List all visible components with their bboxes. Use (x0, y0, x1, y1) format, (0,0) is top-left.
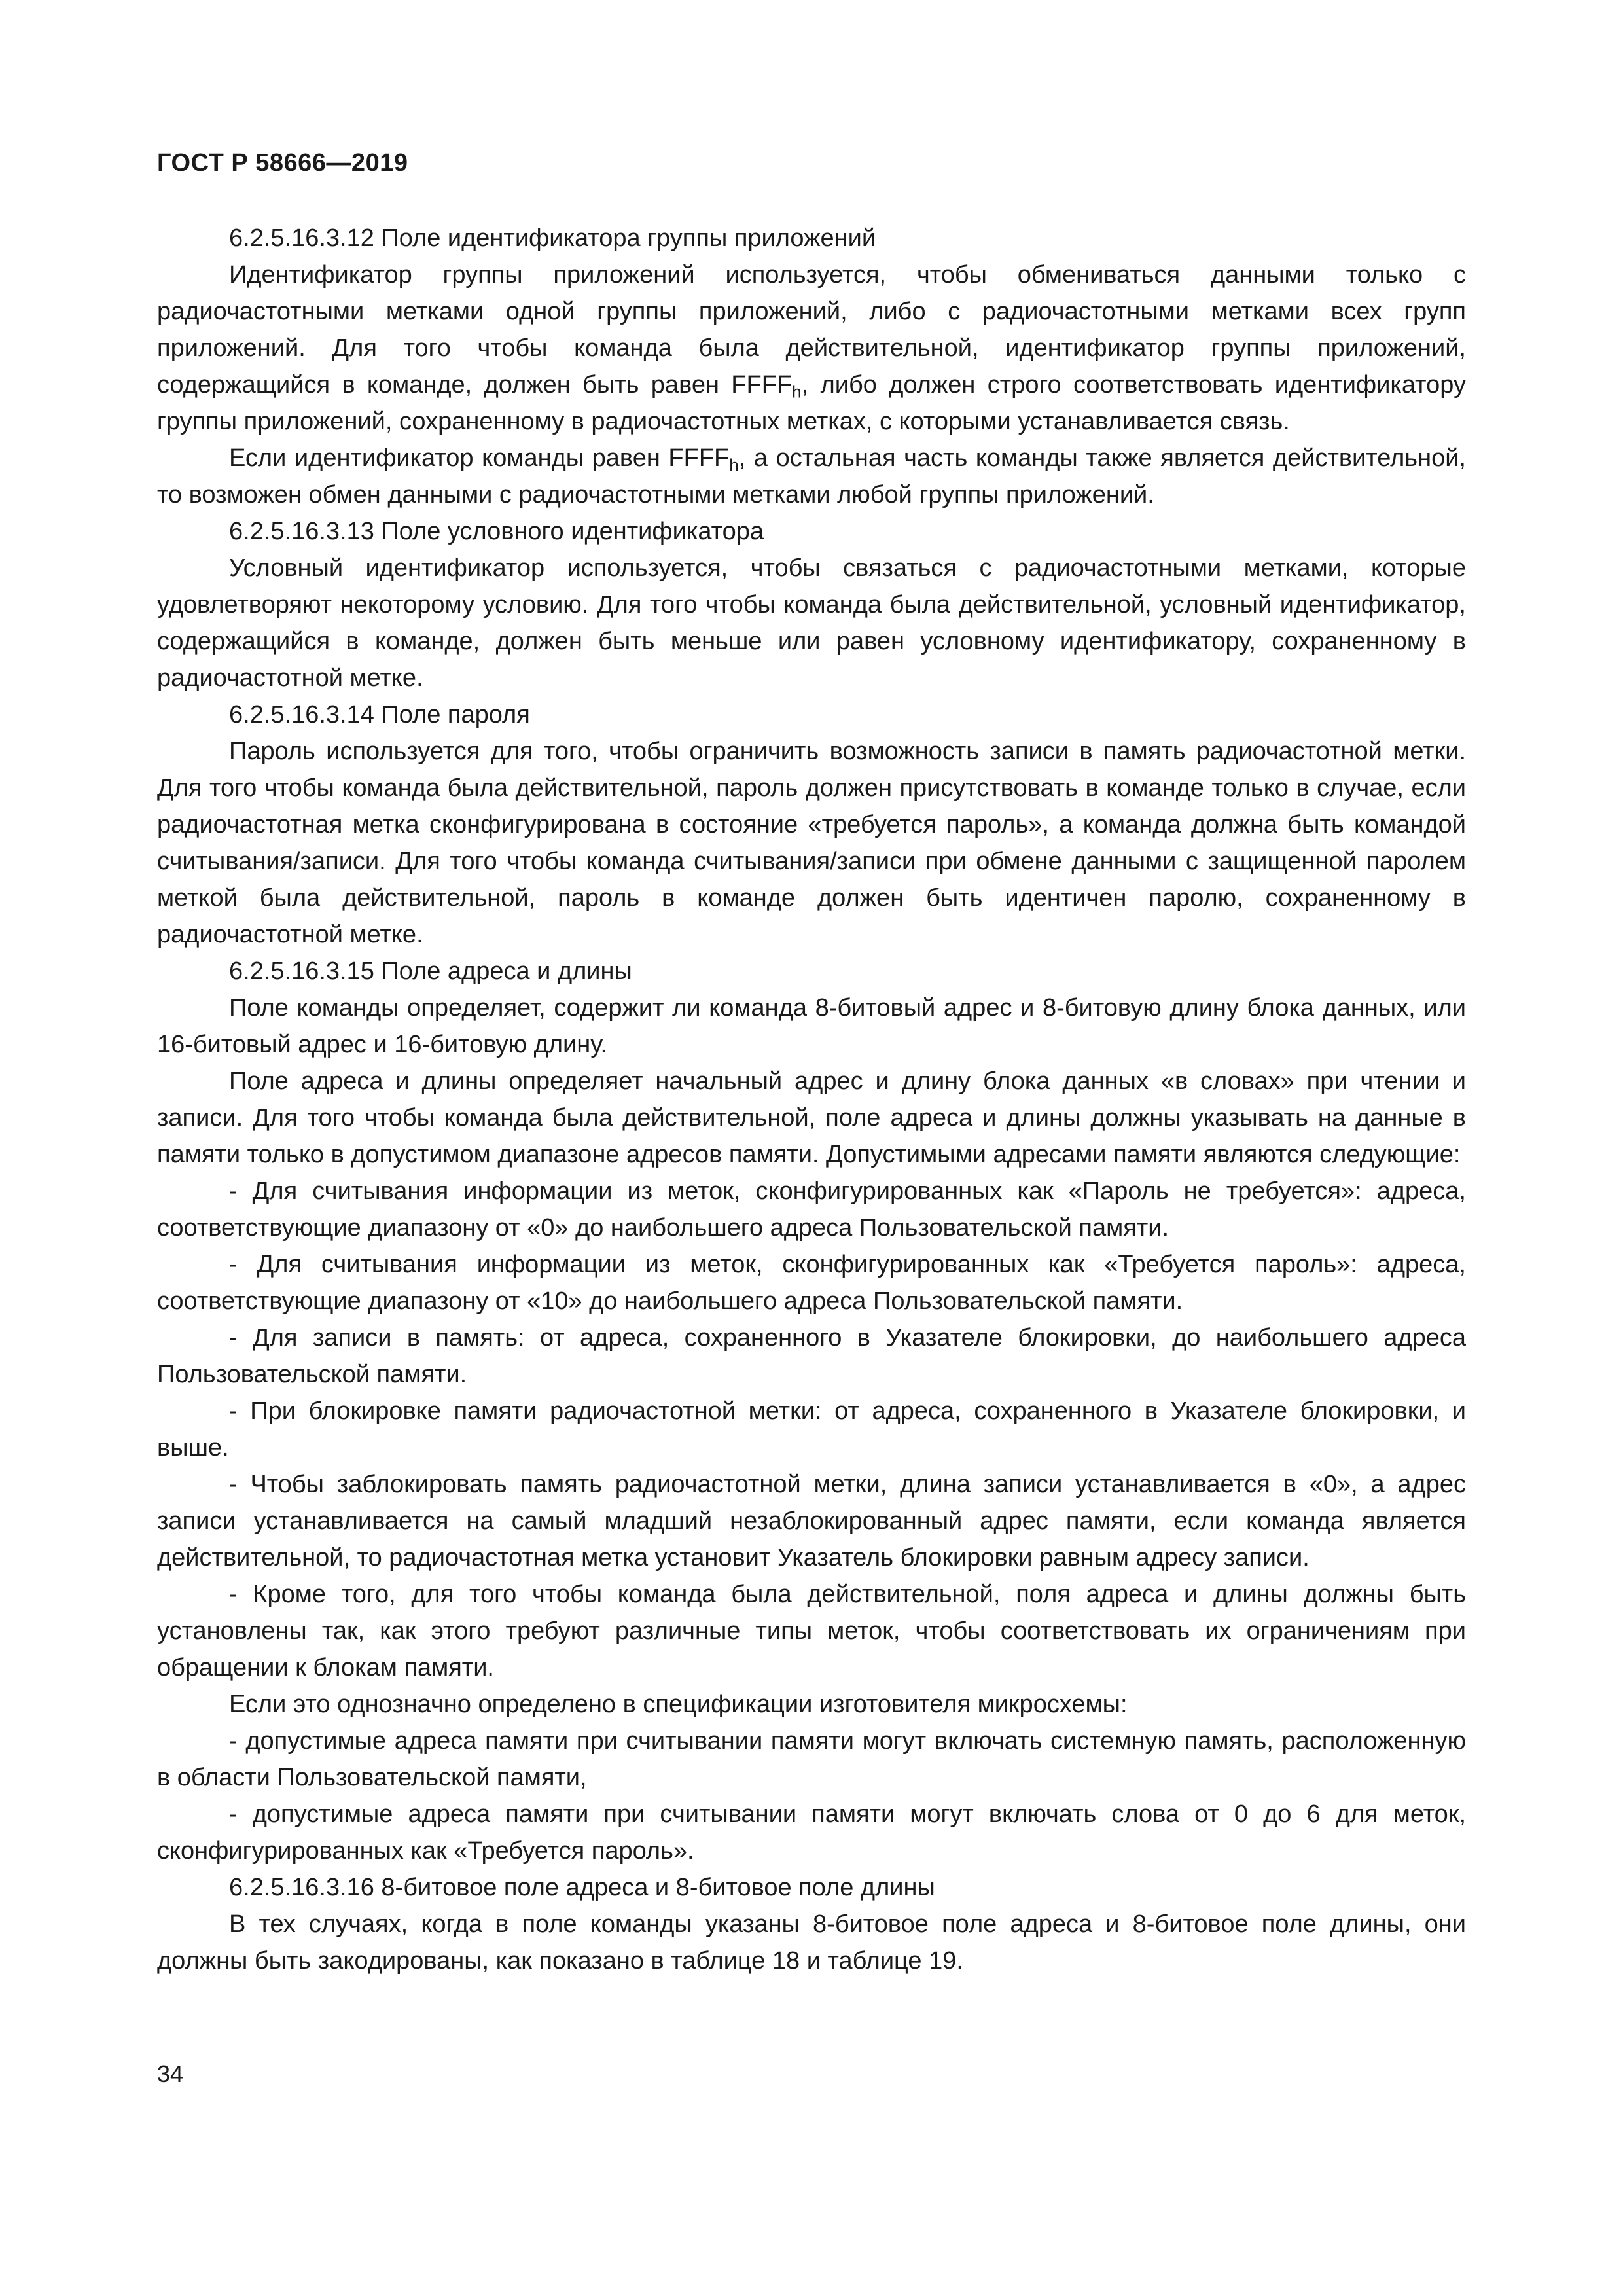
list-item: - Кроме того, для того чтобы команда была действительной, поля адреса и длины должны быть установлены так, как этого требуют различные типы меток, чтобы соответствовать их ограничениям при обращении к блокам памяти. (157, 1581, 1466, 1681)
paragraph: В тех случаях, когда в поле команды указаны 8-битовое поле адреса и 8-битовое поле длины, они должны быть закодированы, как показано в таблице 18 и таблице 19. (157, 1910, 1466, 1975)
list-item: - Для считывания информации из меток, сконфигурированных как «Пароль не требуется»: адреса, соответствующие диапазону от «0» до наибольшего адреса Пользовательской памяти. (157, 1177, 1466, 1242)
section-heading-16: 6.2.5.16.3.16 8-битовое поле адреса и 8-битовое поле длины (229, 1874, 935, 1901)
list-item: - При блокировке памяти радиочастотной метки: от адреса, сохраненного в Указателе блокировки, и выше. (157, 1397, 1466, 1462)
section-heading-15: 6.2.5.16.3.15 Поле адреса и длины (229, 958, 632, 985)
paragraph: Идентификатор группы приложений используется, чтобы обмениваться данными только с радиочастотными метками одной группы приложений, либо с радиочастотными метками всех групп приложений. Для того чтобы команда была действительной, идентификатор группы приложений, содержащийся в команде, должен быть равен $FFFF_h$, либо должен строго соответствовать идентификатору группы приложений, сохраненному в радиочастотных метках, с которыми устанавливается связь. (157, 261, 1466, 435)
paragraph: Поле команды определяет, содержит ли команда 8-битовый адрес и 8-битовую длину блока данных, или 16-битовый адрес и 16-битовую длину. (157, 994, 1466, 1058)
section-heading-14: 6.2.5.16.3.14 Поле пароля (229, 701, 530, 728)
paragraph: Поле адреса и длины определяет начальный адрес и длину блока данных «в словах» при чтении и записи. Для того чтобы команда была действительной, поле адреса и длины должны указывать на данные в памяти только в допустимом диапазоне адресов памяти. Допустимыми адресами памяти являются следующие: (157, 1067, 1466, 1168)
list-item: - Для считывания информации из меток, сконфигурированных как «Требуется пароль»: адреса, соответствующие диапазону от «10» до наибольшего адреса Пользовательской памяти. (157, 1251, 1466, 1315)
paragraph: Пароль используется для того, чтобы ограничить возможность записи в память радиочастотной метки. Для того чтобы команда была действительной, пароль должен присутствовать в команде только в случае, если радиочастотная метка сконфигурирована в состояние «требуется пароль», а команда должна быть командой считывания/записи. Для того чтобы команда считывания/записи при обмене данными с защищенной паролем меткой была действительной, пароль в команде должен быть идентичен паролю, сохраненному в радиочастотной метке. (157, 738, 1466, 948)
section-heading-12: 6.2.5.16.3.12 Поле идентификатора группы приложений (229, 224, 876, 252)
document-body (157, 220, 1466, 1979)
paragraph: Если идентификатор команды равен $FFFF_h$, а остальная часть команды также является действительной, то возможен обмен данными с радиочастотными метками любой группы приложений. (157, 444, 1466, 509)
section-heading-13: 6.2.5.16.3.13 Поле условного идентификатора (229, 518, 764, 545)
list-item: - допустимые адреса памяти при считывании памяти могут включать слова от 0 до 6 для меток, сконфигурированных как «Требуется пароль». (157, 1801, 1466, 1865)
paragraph: Если это однозначно определено в спецификации изготовителя микросхемы: (229, 1691, 1128, 1718)
list-item: - Для записи в память: от адреса, сохраненного в Указателе блокировки, до наибольшего адреса Пользовательской памяти. (157, 1324, 1466, 1388)
page-number: 34 (157, 2060, 184, 2087)
list-item: - допустимые адреса памяти при считывании памяти могут включать системную память, расположенную в области Пользовательской памяти, (157, 1727, 1466, 1791)
paragraph: Условный идентификатор используется, чтобы связаться с радиочастотными метками, которые удовлетворяют некоторому условию. Для того чтобы команда была действительной, условный идентификатор, содержащийся в команде, должен быть меньше или равен условному идентификатору, сохраненному в радиочастотной метке. (157, 554, 1466, 692)
list-item: - Чтобы заблокировать память радиочастотной метки, длина записи устанавливается в «0», а адрес записи устанавливается на самый младший незаблокированный адрес памяти, если команда является действительной, то радиочастотная метка установит Указатель блокировки равным адресу записи. (157, 1471, 1466, 1571)
document-header: ГОСТ Р 58666—2019 (157, 149, 408, 177)
